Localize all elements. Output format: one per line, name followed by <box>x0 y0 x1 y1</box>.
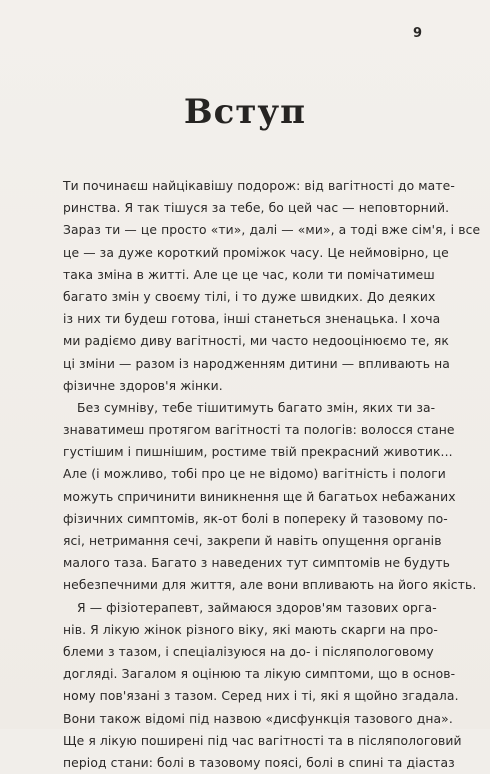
chapter-title: Вступ <box>183 92 307 132</box>
text-line: Ще я лікую поширені під час вагітності та в післяпологовий <box>63 733 462 748</box>
text-line: ному пов'язані з тазом. Серед них і ті, які я щойно згадала. <box>63 689 459 704</box>
text-line: блеми з тазом, і спеціалізуюся на до- і післяпологовому <box>63 644 434 659</box>
text-line: нів. Я лікую жінок різного віку, які мають скарги на про- <box>63 622 438 637</box>
text-line: можуть спричинити виникнення ще й багатьох небажаних <box>63 489 456 504</box>
body-text <box>63 175 481 774</box>
text-line: ці зміни — разом із народженням дитини — впливають на <box>63 356 450 371</box>
text-line: Але (і можливо, тобі про це не відомо) вагітність і пологи <box>63 467 446 482</box>
text-line: фізичне здоров'я жінки. <box>63 378 223 393</box>
text-line: фізичних симптомів, як-от болі в попереку й тазовому по- <box>63 511 448 526</box>
text-line: знаватимеш протягом вагітності та пологів: волосся стане <box>63 423 455 438</box>
text-line: Зараз ти — це просто «ти», далі — «ми», а тоді вже сім'я, і все <box>63 223 481 238</box>
text-line: небезпечними для життя, але вони впливають на його якість. <box>63 578 477 593</box>
text-line: період стани: болі в тазовому поясі, болі в спині та діастаз <box>63 755 455 770</box>
text-line: це — за дуже короткий проміжок часу. Це неймовірно, це <box>63 245 449 260</box>
text-line: така зміна в житті. Але це це час, коли ти помічатимеш <box>63 267 435 282</box>
text-line: багато змін у своєму тілі, і то дуже швидких. До деяких <box>63 289 436 304</box>
text-line: ясі, нетримання сечі, закрепи й навіть опущення органів <box>63 534 442 548</box>
text-line: Ти починаєш найцікавішу подорож: від вагітності до мате- <box>63 179 455 193</box>
page-number: 9 <box>412 26 422 41</box>
text-line: густішим і пишнішим, ростиме твій прекрасний животик... <box>63 445 453 460</box>
text-line: Без сумніву, тебе тішитимуть багато змін, яких ти за- <box>77 400 436 415</box>
text-line: догляді. Загалом я оцінюю та лікую симптоми, що в основ- <box>63 667 456 682</box>
text-line: із них ти будеш готова, інші станеться зненацька. І хоча <box>63 312 441 327</box>
text-line: ми радіємо диву вагітності, ми часто недооцінюємо те, як <box>63 334 449 349</box>
text-line: ринства. Я так тішуся за тебе, бо цей час — неповторний. <box>63 201 450 216</box>
text-line: Вони також відомі під назвою «дисфункція тазового дна». <box>63 711 453 726</box>
text-line: Я — фізіотерапевт, займаюся здоров'ям тазових орга- <box>77 600 437 615</box>
text-line: малого таза. Багато з наведених тут симптомів не будуть <box>63 556 450 571</box>
